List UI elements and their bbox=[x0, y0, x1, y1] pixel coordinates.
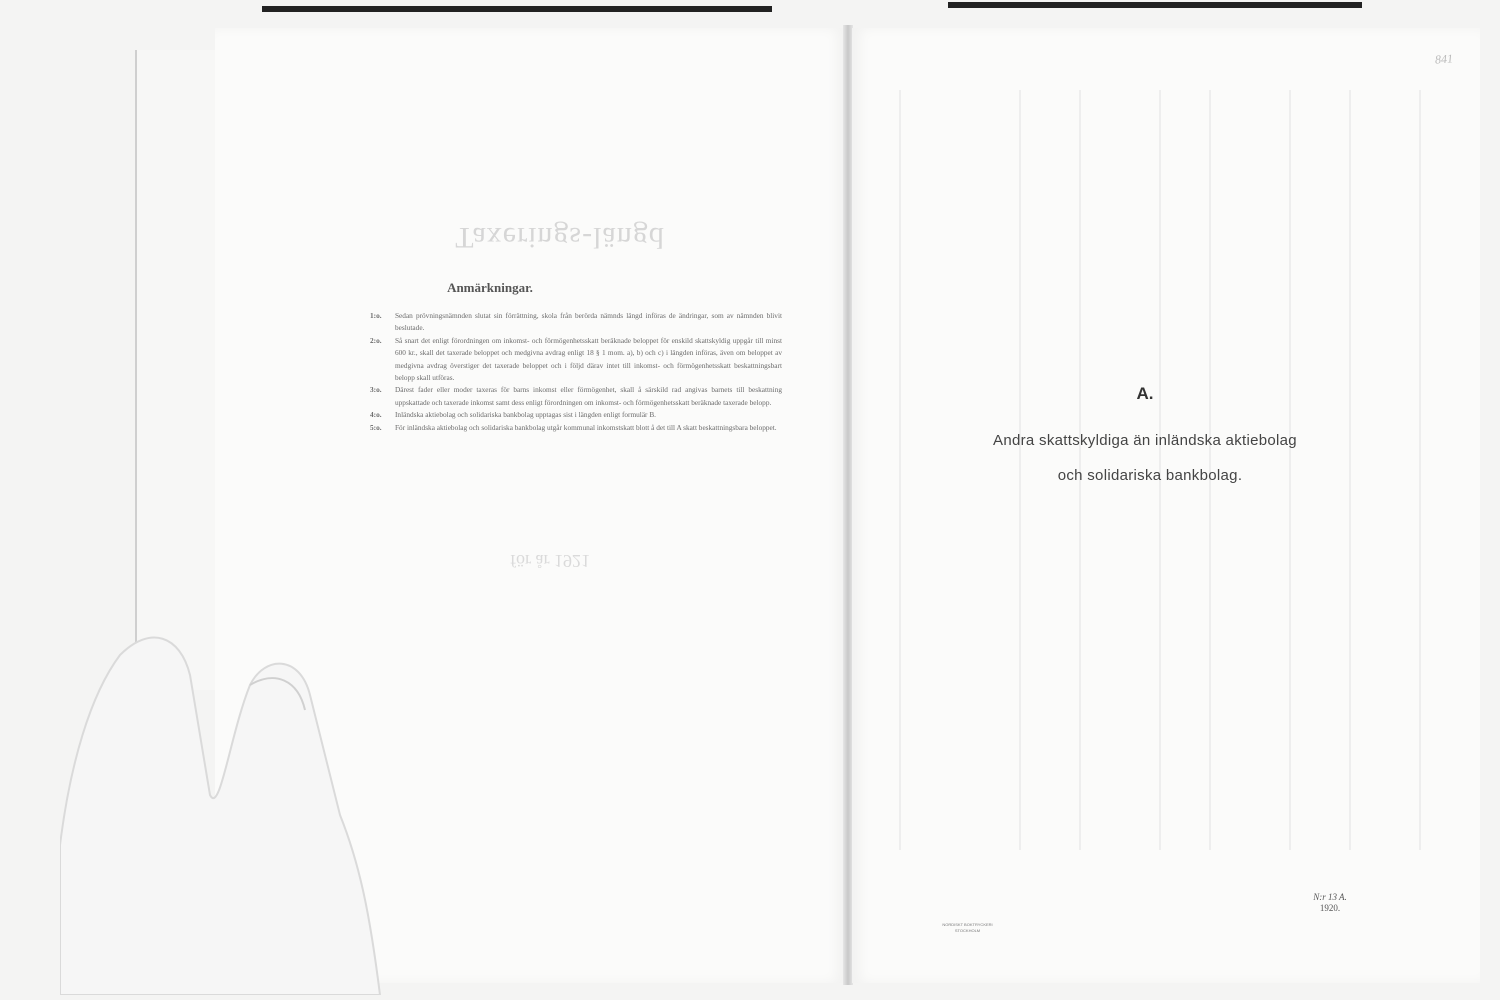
note-text: För inländska aktiebolag och solidariska bankbolag utgår kommunal inkomstskatt blott å det till A skatt beskattningsbara beloppet. bbox=[395, 422, 777, 432]
note-item bbox=[370, 409, 782, 421]
note-text: Inländska aktiebolag och solidariska bankbolag upptagas sist i längden enligt formulär B. bbox=[395, 410, 657, 420]
page-stack-edge bbox=[135, 50, 219, 690]
note-number: 4:o. bbox=[370, 410, 382, 420]
note-text: Sedan prövningsnämnden slutat sin förrättning, skola från berörda nämnds längd införas de ändringar, som av nämnden blivit beslutade. bbox=[395, 311, 782, 333]
notes-heading: Anmärkningar. bbox=[447, 280, 533, 295]
note-item bbox=[370, 384, 782, 409]
form-number-label: N:r 13 A. bbox=[1313, 892, 1347, 902]
note-number: 2:o. bbox=[370, 335, 382, 345]
bleed-through-title: Taxerings-längd bbox=[455, 221, 665, 254]
section-letter: A. bbox=[1136, 384, 1154, 403]
section-title-line1: Andra skattskyldiga än inländska aktiebolag bbox=[993, 432, 1297, 449]
printer-imprint-line2: STOCKHOLM bbox=[954, 928, 981, 933]
note-item bbox=[370, 422, 782, 434]
note-number: 5:o. bbox=[370, 422, 382, 432]
note-item bbox=[370, 335, 782, 385]
notes-list bbox=[370, 310, 782, 434]
form-number bbox=[1300, 892, 1360, 914]
hand-silhouette bbox=[60, 615, 440, 995]
printer-imprint-line1: NORDISKT BOKTRYCKERI bbox=[942, 922, 993, 927]
note-number: 3:o. bbox=[370, 385, 382, 395]
note-text: Så snart det enligt förordningen om inkomst- och förmögenhetsskatt beräknade beloppet för enskild skattskyldig uppgår till minst 600 kr., skall det taxerade beloppet och medgivna avdrag enligt 18 § 1 mom. a), b) och c) i längden införas, även om beloppet av medgivna avdrag överstiger det taxerade beloppet och i följd därav intet till inkomst- och förmögenhetsskatt beskattningsbart belopp skall utföras. bbox=[395, 335, 782, 383]
printer-imprint bbox=[940, 922, 995, 934]
handwritten-page-number: 841 bbox=[1434, 51, 1454, 67]
note-text: Därest fader eller moder taxeras för barns inkomst eller förmögenhet, skall å särskild rad angivas barnets till beskattning uppskattade och taxerade inkomst samt dess enligt förordningen om inkomst- och förmögenhetsskatt beräknade taxerade belopp. bbox=[395, 385, 782, 407]
note-item bbox=[370, 310, 782, 335]
top-edge-bar bbox=[262, 6, 772, 12]
section-title-line2: och solidariska bankbolag. bbox=[1057, 467, 1243, 484]
bleed-through-year: för år 1921 bbox=[510, 551, 590, 571]
form-year: 1920. bbox=[1319, 903, 1341, 913]
note-number: 1:o. bbox=[370, 311, 382, 320]
top-edge-bar-right bbox=[948, 2, 1362, 8]
